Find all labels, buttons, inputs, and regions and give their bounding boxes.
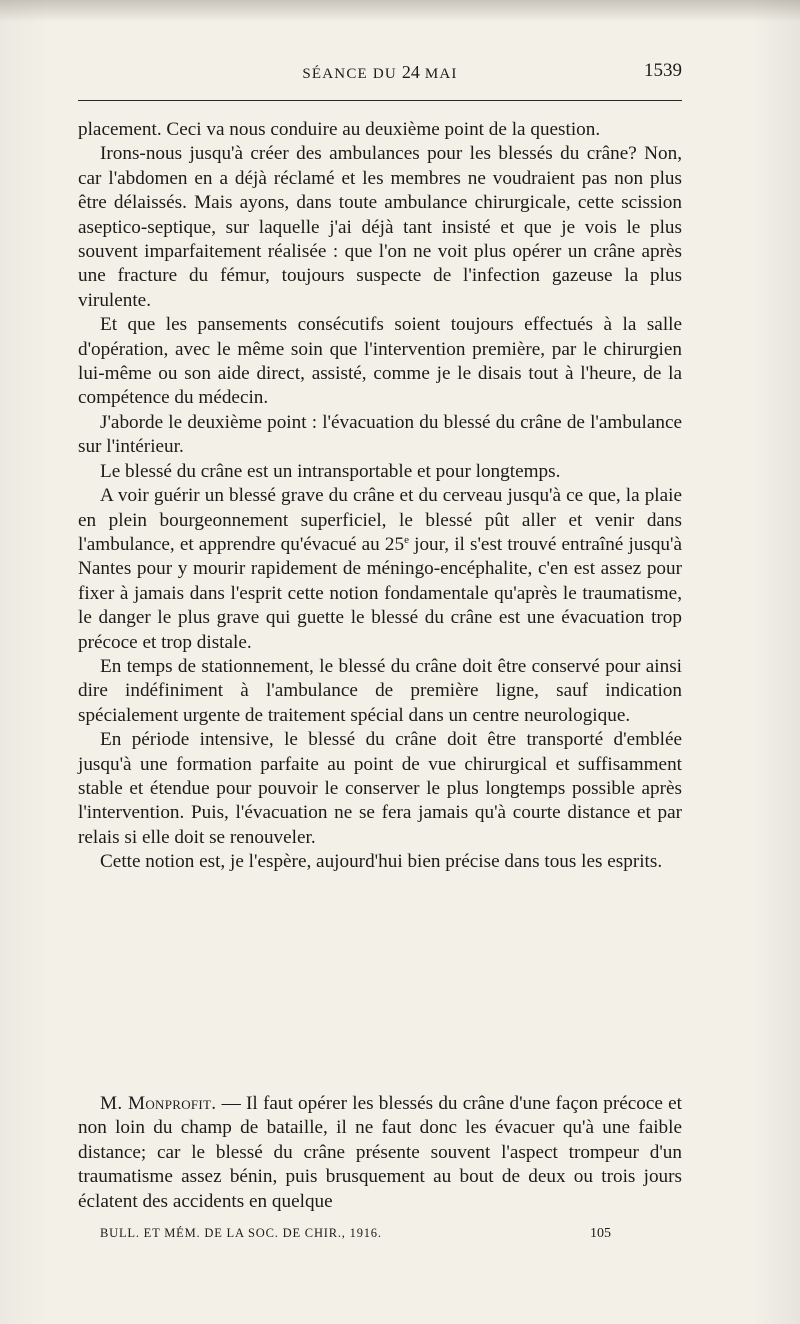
speaker-name: M. Monprofit. (100, 1093, 217, 1114)
running-title-day: 24 (401, 62, 420, 82)
running-title-month: MAI (424, 66, 458, 82)
page-number: 1539 (644, 60, 682, 81)
paragraph-2: Irons-nous jusqu'à créer des ambulances pour les blessés du crâne? Non, car l'abdomen en a déjà réclamé et les membres ne voudraient pas non plus être délaissés. Mais ayons, dans toute ambulance chirurgicale, cette scission aseptico-septique, sur laquelle j'ai déjà tant insisté et que je vois le plus souvent imparfaitement réalisée : que l'on ne voit plus opérer un crâne après une fracture du fémur, toujours suspecte de l'infection gazeuse la plus virulente. (78, 143, 682, 311)
paragraph-7: En temps de stationnement, le blessé du crâne doit être conservé pour ainsi dire indéfiniment à l'ambulance de première ligne, sauf indication spécialement urgente de traitement spécial dans un centre neurologique. (78, 655, 682, 726)
running-title (78, 62, 682, 83)
paragraph-4: J'aborde le deuxième point : l'évacuation du blessé du crâne de l'ambulance sur l'intérieur. (78, 411, 682, 458)
paragraph-1: placement. Ceci va nous conduire au deuxième point de la question. (78, 119, 601, 140)
journal-citation: BULL. ET MÉM. DE LA SOC. DE CHIR., 1916. (100, 1226, 382, 1240)
body-text (78, 118, 682, 875)
scan-edge-shadow (0, 0, 800, 22)
paragraph-8: En période intensive, le blessé du crâne doit être transporté d'emblée jusqu'à une formation parfaite au point de vue chirurgical et suffisamment stable et étendue pour pouvoir le conserver le plus longtemps possible après l'intervention. Puis, l'évacuation ne se fera jamais qu'à courte distance et par relais si elle doit se renouveler. (78, 729, 682, 848)
header-rule (78, 100, 682, 101)
signature-mark: 105 (590, 1226, 611, 1241)
paragraph-9: Cette notion est, je l'espère, aujourd'hui bien précise dans tous les esprits. (100, 851, 663, 873)
page-header (78, 62, 682, 88)
running-title-prefix: SÉANCE DU (302, 66, 397, 82)
paragraph-6-start: A voir guérir un blessé grave du crâne et du cerveau jusqu'à ce que, la plaie en plein bourgeonnement superficiel, le blessé pût aller et venir dans l'ambulance, et apprendre qu'évacué au 25 (78, 485, 682, 555)
paragraph-6-end: jour, il s'est trouvé entraîné jusqu'à Nantes pour y mourir rapidement de méningo-encéphalite, c'en est assez pour fixer à jamais dans l'esprit cette notion fondamentale qu'après le traumatisme, le danger le plus grave qui guette le blessé du crâne est une évacuation trop précoce et trop distale. (78, 533, 682, 653)
intervention (78, 1092, 682, 1214)
paragraph-5: Le blessé du crâne est un intransportable et pour longtemps. (100, 460, 561, 482)
paragraph-6 (78, 484, 682, 655)
intervention-text: — Il faut opérer les blessés du crâne d'une façon précoce et non loin du champ de bataille, il ne faut donc les évacuer qu'à une faible distance; car le blessé du crâne présente souvent l'aspect trompeur d'un traumatisme assez bénin, puis brusquement au bout de deux ou trois jours éclatent des accidents en quelque (78, 1093, 683, 1212)
ordinal-superscript: e (404, 533, 409, 546)
intervention-paragraph (78, 1092, 682, 1214)
paragraph-3: Et que les pansements consécutifs soient toujours effectués à la salle d'opération, avec le même soin que l'intervention première, par le chirurgien lui-même ou son aide direct, assisté, comme je le disais tout à l'heure, de la compétence du médecin. (78, 314, 682, 409)
